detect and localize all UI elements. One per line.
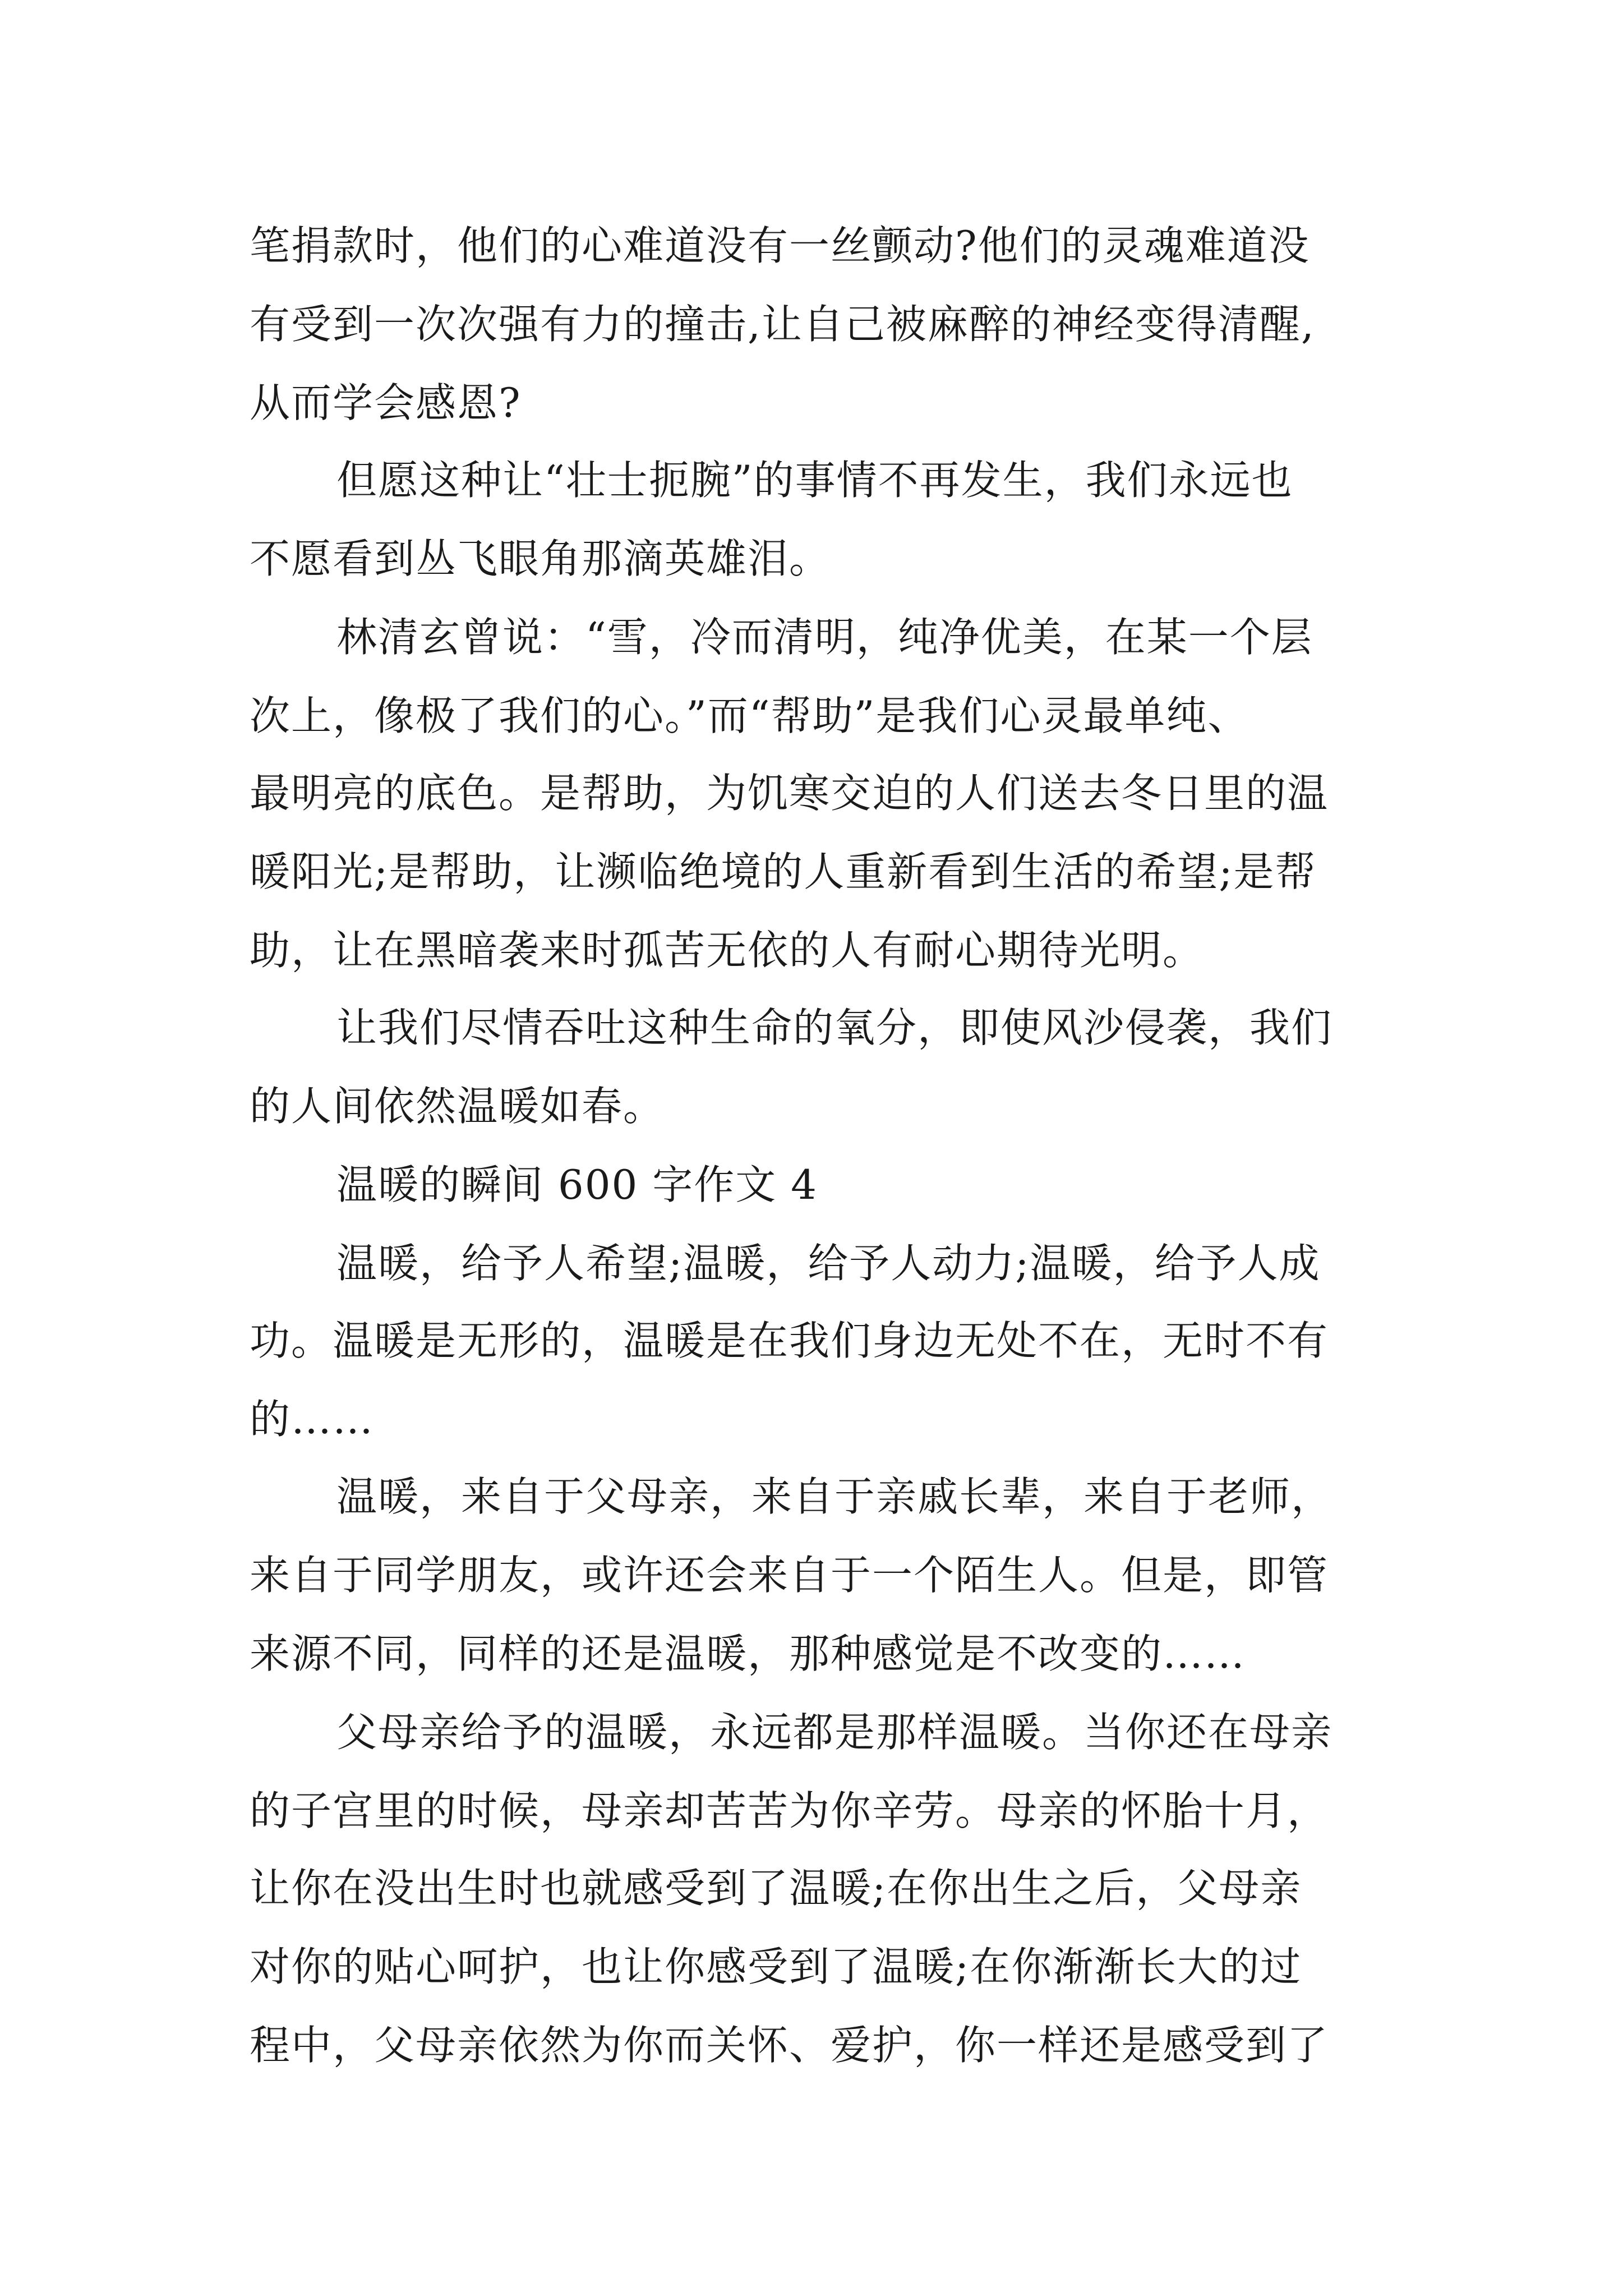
text-line: 让你在没出生时也就感受到了温暖;在你出生之后，父母亲 — [250, 1865, 1302, 1912]
text-line: 从而学会感恩? — [250, 379, 522, 426]
text-line: 对你的贴心呵护，也让你感受到了温暖;在你渐渐长大的过 — [250, 1943, 1302, 1990]
paragraph-start: 林清玄曾说：“雪，冷而清明，纯净优美，在某一个层 — [336, 614, 1313, 661]
paragraph-start: 温暖，给予人希望;温暖，给予人动力;温暖，给予人成 — [336, 1240, 1321, 1287]
text-line: 功。温暖是无形的，温暖是在我们身边无处不在，无时不有 — [250, 1317, 1329, 1364]
text-line: 来自于同学朋友，或许还会来自于一个陌生人。但是，即管 — [250, 1552, 1329, 1599]
text-line: 程中，父母亲依然为你而关怀、爱护，你一样还是感受到了 — [250, 2022, 1329, 2069]
text-line: 不愿看到丛飞眼角那滴英雄泪。 — [250, 535, 831, 582]
section-heading: 温暖的瞬间 600 字作文 4 — [336, 1161, 818, 1208]
text-line: 次上，像极了我们的心。”而“帮助”是我们心灵最单纯、 — [250, 692, 1249, 739]
text-line: 暖阳光;是帮助，让濒临绝境的人重新看到生活的希望;是帮 — [250, 848, 1317, 895]
text-line: 的子宫里的时候，母亲却苦苦为你辛劳。母亲的怀胎十月， — [250, 1787, 1329, 1834]
text-line: 来源不同，同样的还是温暖，那种感觉是不改变的…… — [250, 1630, 1246, 1677]
paragraph-start: 父母亲给予的温暖，永远都是那样温暖。当你还在母亲 — [336, 1709, 1333, 1756]
paragraph-start: 但愿这种让“壮士扼腕”的事情不再发生，我们永远也 — [336, 457, 1293, 504]
text-line: 最明亮的底色。是帮助，为饥寒交迫的人们送去冬日里的温 — [250, 770, 1329, 817]
text-line: 的人间依然温暖如春。 — [250, 1083, 665, 1130]
paragraph-start: 温暖，来自于父母亲，来自于亲戚长辈，来自于老师， — [336, 1473, 1333, 1520]
text-line: 助，让在黑暗袭来时孤苦无依的人有耐心期待光明。 — [250, 927, 1205, 974]
text-line: 有受到一次次强有力的撞击,让自己被麻醉的神经变得清醒, — [250, 301, 1315, 348]
text-line: 笔捐款时，他们的心难道没有一丝颤动?他们的灵魂难道没 — [250, 222, 1310, 269]
paragraph-start: 让我们尽情吞吐这种生命的氧分，即使风沙侵袭，我们 — [336, 1004, 1333, 1051]
text-line: 的…… — [250, 1396, 375, 1443]
